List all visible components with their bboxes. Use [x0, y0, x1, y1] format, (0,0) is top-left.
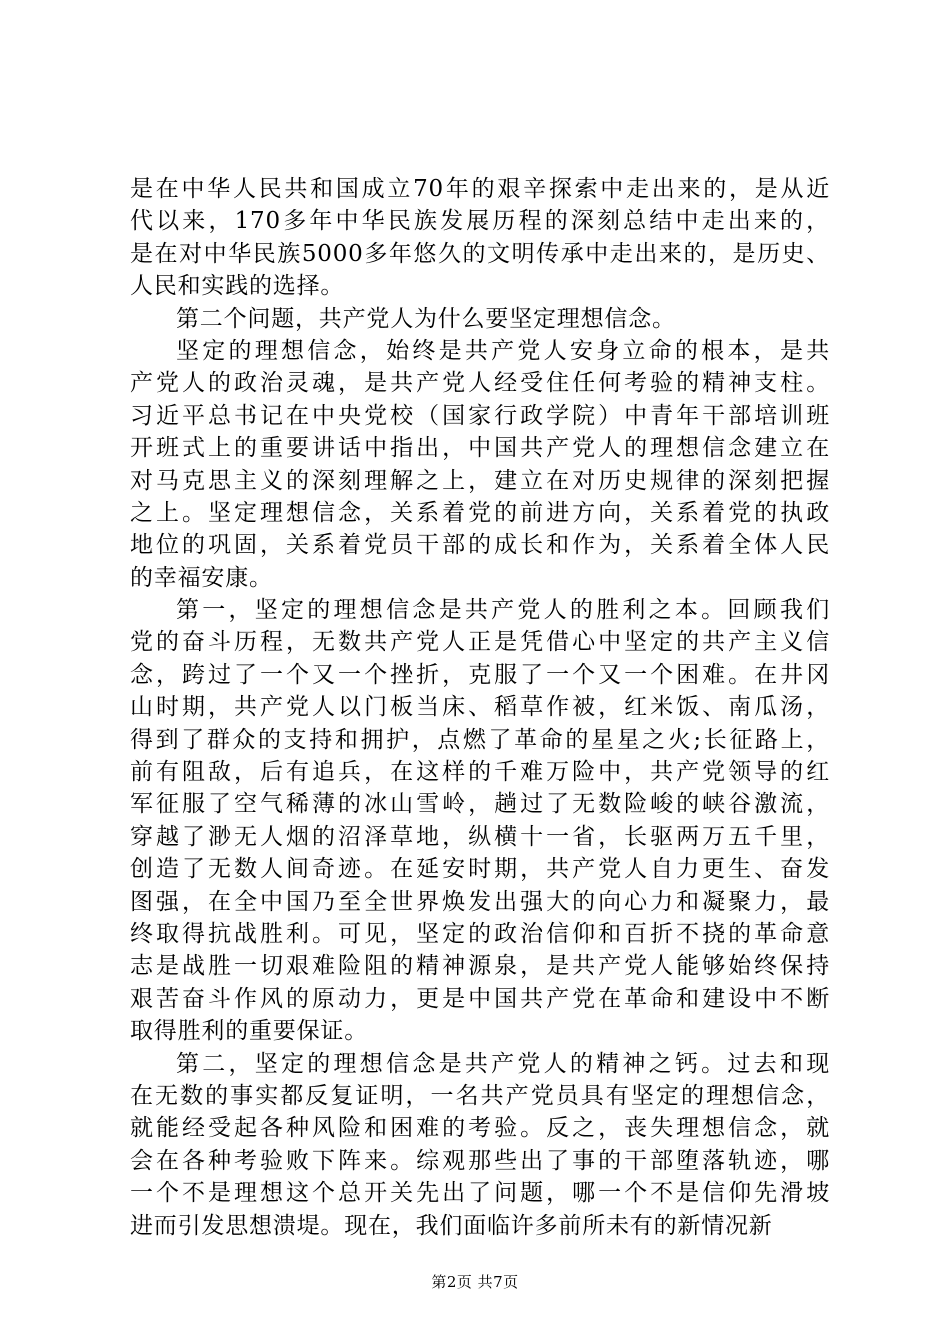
text-line: 第二，坚定的理想信念是共产党人的精神之钙。过去和现	[176, 1050, 830, 1077]
text-line: 军征服了空气稀薄的冰山雪岭，趟过了无数险峻的峡谷激流，	[130, 791, 830, 818]
text-line: 产党人的政治灵魂，是共产党人经受住任何考验的精神支柱。	[130, 370, 830, 397]
text-line: 念，跨过了一个又一个挫折，克服了一个又一个困难。在井冈	[130, 661, 830, 688]
text-line: 前有阻敌，后有追兵，在这样的千难万险中，共产党领导的红	[130, 759, 830, 786]
text-line: 进而引发思想溃堤。现在，我们面临许多前所未有的新情况新	[130, 1212, 773, 1239]
text-line: 创造了无数人间奇迹。在延安时期，共产党人自力更生、奋发	[130, 856, 830, 883]
text-line: 对马克思主义的深刻理解之上，建立在对历史规律的深刻把握	[130, 467, 830, 494]
text-line: 的幸福安康。	[130, 564, 273, 591]
text-line: 就能经受起各种风险和困难的考验。反之，丧失理想信念，就	[130, 1115, 830, 1142]
text-line: 在无数的事实都反复证明，一名共产党员具有坚定的理想信念，	[130, 1082, 830, 1109]
text-line: 艰苦奋斗作风的原动力，更是中国共产党在革命和建设中不断	[130, 985, 830, 1012]
paragraph	[130, 173, 830, 303]
text-line: 穿越了渺无人烟的沼泽草地，纵横十一省，长驱两万五千里，	[130, 823, 830, 850]
text-line: 一个不是理想这个总开关先出了问题，哪一个不是信仰先滑坡	[130, 1180, 830, 1207]
text-line: 第二个问题，共产党人为什么要坚定理想信念。	[176, 305, 676, 332]
body-text	[130, 173, 830, 1242]
text-line: 终取得抗战胜利。可见，坚定的政治信仰和百折不挠的革命意	[130, 920, 830, 947]
text-line: 党的奋斗历程，无数共产党人正是凭借心中坚定的共产主义信	[130, 629, 830, 656]
text-line: 是在中华人民共和国成立70年的艰辛探索中走出来的，是从近	[130, 176, 830, 202]
text-line: 取得胜利的重要保证。	[130, 1018, 368, 1045]
text-line: 习近平总书记在中央党校（国家行政学院）中青年干部培训班	[130, 402, 830, 429]
paragraph	[130, 594, 830, 1047]
text-line: 坚定的理想信念，始终是共产党人安身立命的根本，是共	[176, 337, 830, 364]
page-footer: 第2页 共7页	[431, 1273, 519, 1291]
paragraph	[130, 335, 830, 594]
text-line: 图强，在全中国乃至全世界焕发出强大的向心力和凝聚力，最	[130, 888, 830, 915]
paragraph	[130, 1048, 830, 1242]
text-line: 地位的巩固，关系着党员干部的成长和作为，关系着全体人民	[130, 532, 830, 559]
text-line: 会在各种考验败下阵来。综观那些出了事的干部堕落轨迹，哪	[130, 1147, 830, 1174]
text-line: 志是战胜一切艰难险阻的精神源泉，是共产党人能够始终保持	[130, 953, 830, 980]
paragraph	[130, 303, 830, 335]
text-line: 山时期，共产党人以门板当床、稻草作被，红米饭、南瓜汤，	[130, 694, 830, 721]
text-line: 是在对中华民族5000多年悠久的文明传承中走出来的，是历史、	[130, 240, 830, 267]
text-line: 第一，坚定的理想信念是共产党人的胜利之本。回顾我们	[176, 597, 830, 624]
text-line: 得到了群众的支持和拥护，点燃了革命的星星之火;长征路上，	[130, 726, 830, 753]
text-line: 代以来，170多年中华民族发展历程的深刻总结中走出来的，	[130, 208, 830, 235]
text-line: 之上。坚定理想信念，关系着党的前进方向，关系着党的执政	[130, 499, 830, 526]
text-line: 人民和实践的选择。	[130, 273, 345, 300]
text-line: 开班式上的重要讲话中指出，中国共产党人的理想信念建立在	[130, 435, 830, 462]
